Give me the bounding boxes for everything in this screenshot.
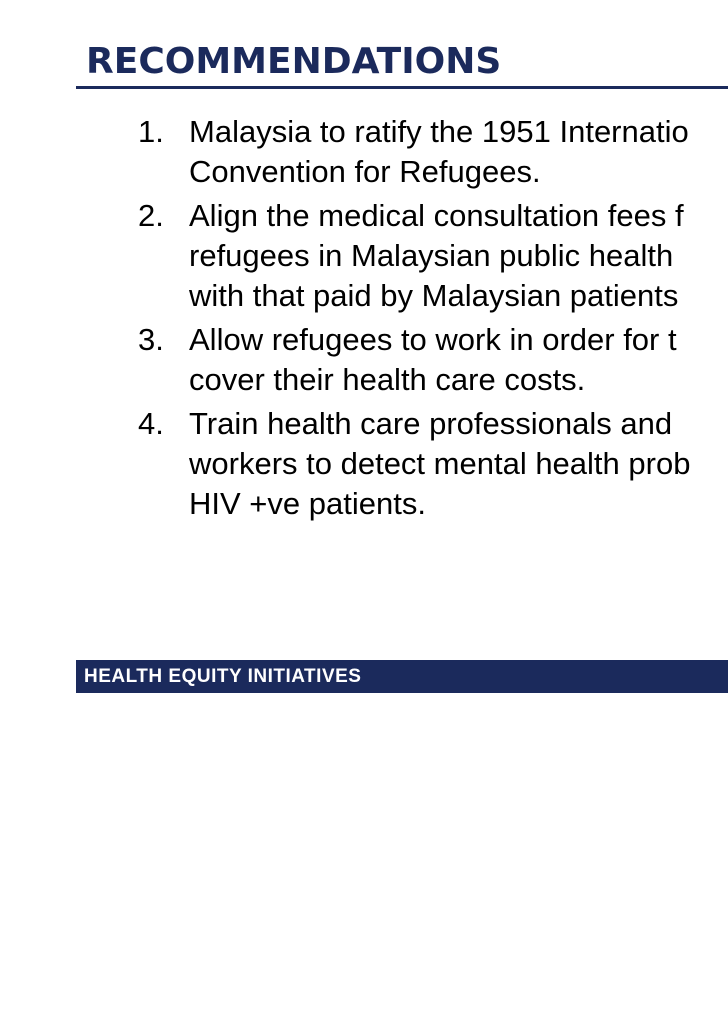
list-item [138, 404, 728, 524]
list-item [138, 320, 728, 400]
item-text-line: refugees in Malaysian public health [189, 238, 674, 273]
item-text-line: Convention for Refugees. [189, 154, 541, 189]
item-number: 2. [138, 198, 164, 233]
title-underline [76, 86, 728, 89]
item-text-line: Train health care professionals and [189, 406, 673, 441]
list-item [138, 112, 728, 192]
item-number: 3. [138, 322, 164, 357]
item-text-line: HIV +ve patients. [189, 486, 426, 521]
footer-bar [76, 660, 728, 693]
item-text-line: Allow refugees to work in order for t [189, 322, 677, 357]
item-text-line: cover their health care costs. [189, 362, 586, 397]
list-item [138, 196, 728, 316]
footer-organization-name: HEALTH EQUITY INITIATIVES [84, 666, 362, 687]
recommendations-list [138, 112, 728, 528]
item-text-line: workers to detect mental health prob [189, 446, 691, 481]
slide-title: RECOMMENDATIONS [86, 41, 502, 82]
item-text-line: Malaysia to ratify the 1951 Internatio [189, 114, 689, 149]
item-number: 4. [138, 406, 164, 441]
item-number: 1. [138, 114, 164, 149]
item-text-line: with that paid by Malaysian patients [189, 278, 679, 313]
item-text-line: Align the medical consultation fees f [189, 198, 684, 233]
